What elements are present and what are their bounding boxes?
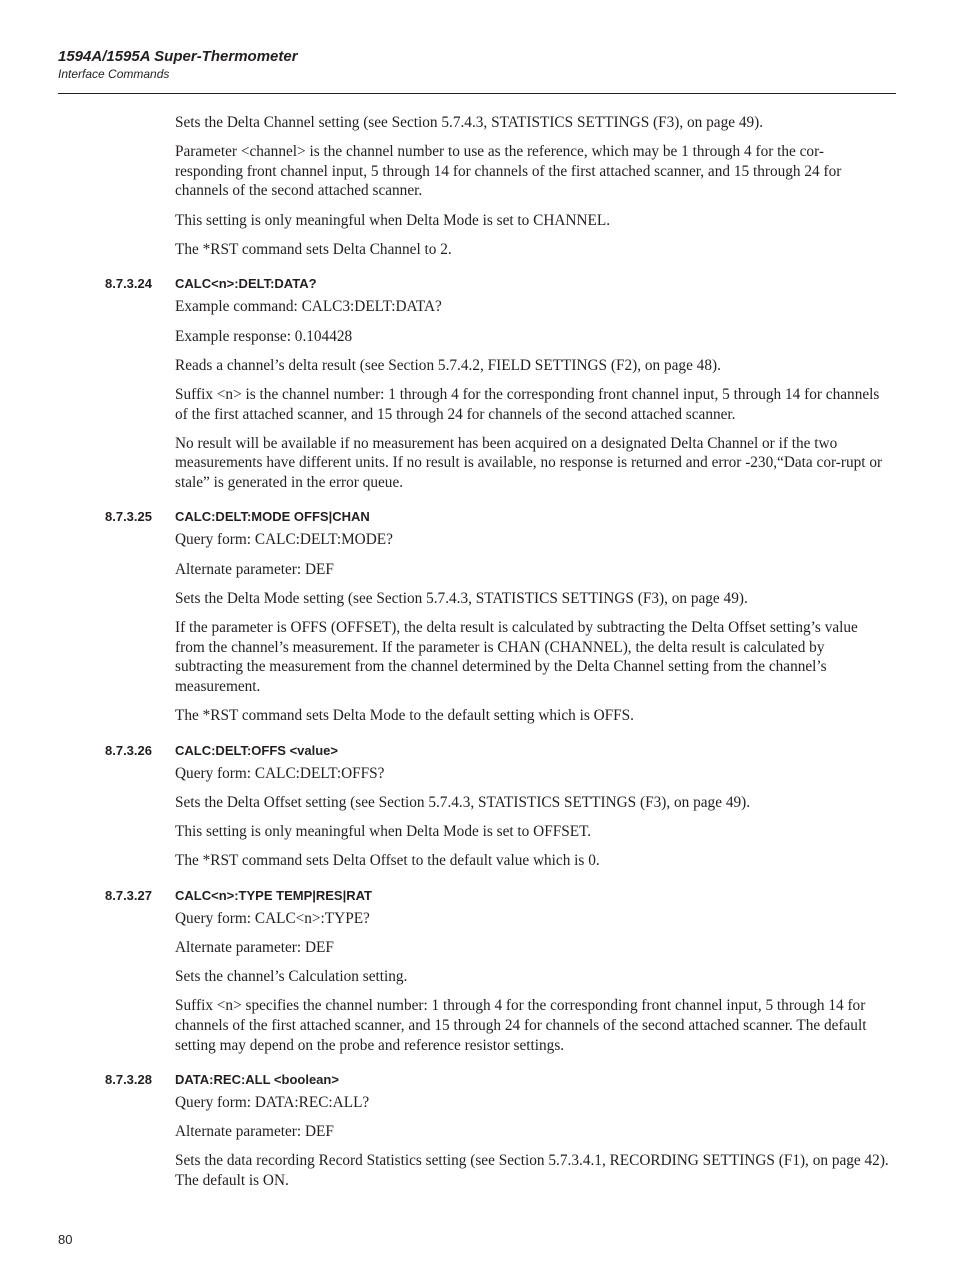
body-paragraph: Example command: CALC3:DELT:DATA?	[175, 298, 442, 316]
page-header	[58, 48, 896, 82]
section-title: CALC<n>:TYPE TEMP|RES|RAT	[175, 887, 372, 903]
section-number: 8.7.3.26	[105, 742, 152, 758]
body-paragraph: Query form: CALC<n>:TYPE?	[175, 909, 370, 927]
section-heading	[0, 1071, 954, 1089]
body-paragraph: Sets the Delta Offset setting (see Section 5.7.4.3, STATISTICS SETTINGS (F3), on page 49).	[175, 793, 751, 811]
section-number: 8.7.3.27	[105, 887, 152, 903]
section-number: 8.7.3.25	[105, 509, 152, 525]
body-paragraph: Query form: DATA:REC:ALL?	[175, 1094, 370, 1112]
body-paragraph: Alternate parameter: DEF	[175, 1123, 334, 1141]
body-paragraph: Parameter <channel> is the channel number to use as the reference, which may be 1 through 4 for the cor-responding front channel input, 5 through 14 for channels of the first attached scanner, and 15 through 24 for channels of the second attached scanner.	[175, 143, 842, 200]
body-paragraph: The *RST command sets Delta Channel to 2.	[175, 240, 452, 258]
header-divider	[58, 93, 896, 94]
section-heading	[0, 742, 954, 760]
body-paragraph: Sets the data recording Record Statistics setting (see Section 5.7.3.4.1, RECORDING SETTINGS (F1), on page 42). The default is ON.	[175, 1152, 889, 1190]
body-paragraph: Example response: 0.104428	[175, 327, 353, 345]
body-paragraph: Sets the Delta Channel setting (see Section 5.7.4.3, STATISTICS SETTINGS (F3), on page 49).	[175, 114, 764, 131]
body-paragraph: Reads a channel’s delta result (see Section 5.7.4.2, FIELD SETTINGS (F2), on page 48).	[175, 356, 721, 374]
body-paragraph: If the parameter is OFFS (OFFSET), the delta result is calculated by subtracting the Delta Offset setting’s value from the channel’s measurement. If the parameter is CHAN (CHANNEL), the delta result is calculated by subtracting the measurement from the channel determined by the Delta Channel setting from the channel’s measurement.	[175, 619, 858, 695]
body-paragraph: Query form: CALC:DELT:MODE?	[175, 531, 393, 549]
body-paragraph: Alternate parameter: DEF	[175, 938, 334, 956]
section-title: CALC<n>:DELT:DATA?	[175, 276, 317, 292]
body-paragraph: Sets the channel’s Calculation setting.	[175, 968, 408, 986]
document-title: 1594A/1595A Super-Thermometer	[58, 48, 298, 65]
section-number: 8.7.3.24	[105, 276, 152, 292]
body-paragraph: The *RST command sets Delta Mode to the default setting which is OFFS.	[175, 707, 635, 724]
section-title: CALC:DELT:OFFS <value>	[175, 742, 339, 758]
section-title: CALC:DELT:MODE OFFS|CHAN	[175, 509, 370, 525]
body-paragraph: Suffix <n> specifies the channel number: 1 through 4 for the corresponding front channel input, 5 through 14 for channels of the first attached scanner, and 15 through 24 for channels of the second attached scanner. The default setting may depend on the probe and reference resistor settings.	[175, 997, 867, 1054]
body-paragraph: This setting is only meaningful when Delta Mode is set to OFFSET.	[175, 822, 592, 840]
body-paragraph: Query form: CALC:DELT:OFFS?	[175, 764, 385, 782]
section-heading	[0, 887, 954, 905]
page-number: 80	[58, 1232, 73, 1247]
body-paragraph: This setting is only meaningful when Delta Mode is set to CHANNEL.	[175, 211, 611, 229]
chapter-title: Interface Commands	[58, 67, 170, 81]
body-paragraph: The *RST command sets Delta Offset to the default value which is 0.	[175, 852, 600, 870]
section-heading	[0, 508, 954, 526]
section-title: DATA:REC:ALL <boolean>	[175, 1072, 339, 1088]
body-paragraph: Sets the Delta Mode setting (see Section 5.7.4.3, STATISTICS SETTINGS (F3), on page 49).	[175, 589, 748, 607]
page-body	[0, 113, 954, 1200]
body-paragraph: Alternate parameter: DEF	[175, 560, 334, 578]
body-paragraph: No result will be available if no measurement has been acquired on a designated Delta Channel or if the two measurements have different units. If no result is available, no response is returned and error -230,“Data cor-rupt or stale” is generated in the error queue.	[175, 434, 883, 491]
body-paragraph: Suffix <n> is the channel number: 1 through 4 for the corresponding front channel input, 5 through 14 for channels of the first attached scanner, and 15 through 24 for channels of the second attached scanner.	[175, 385, 880, 423]
section-number: 8.7.3.28	[105, 1072, 152, 1088]
section-heading	[0, 275, 954, 293]
